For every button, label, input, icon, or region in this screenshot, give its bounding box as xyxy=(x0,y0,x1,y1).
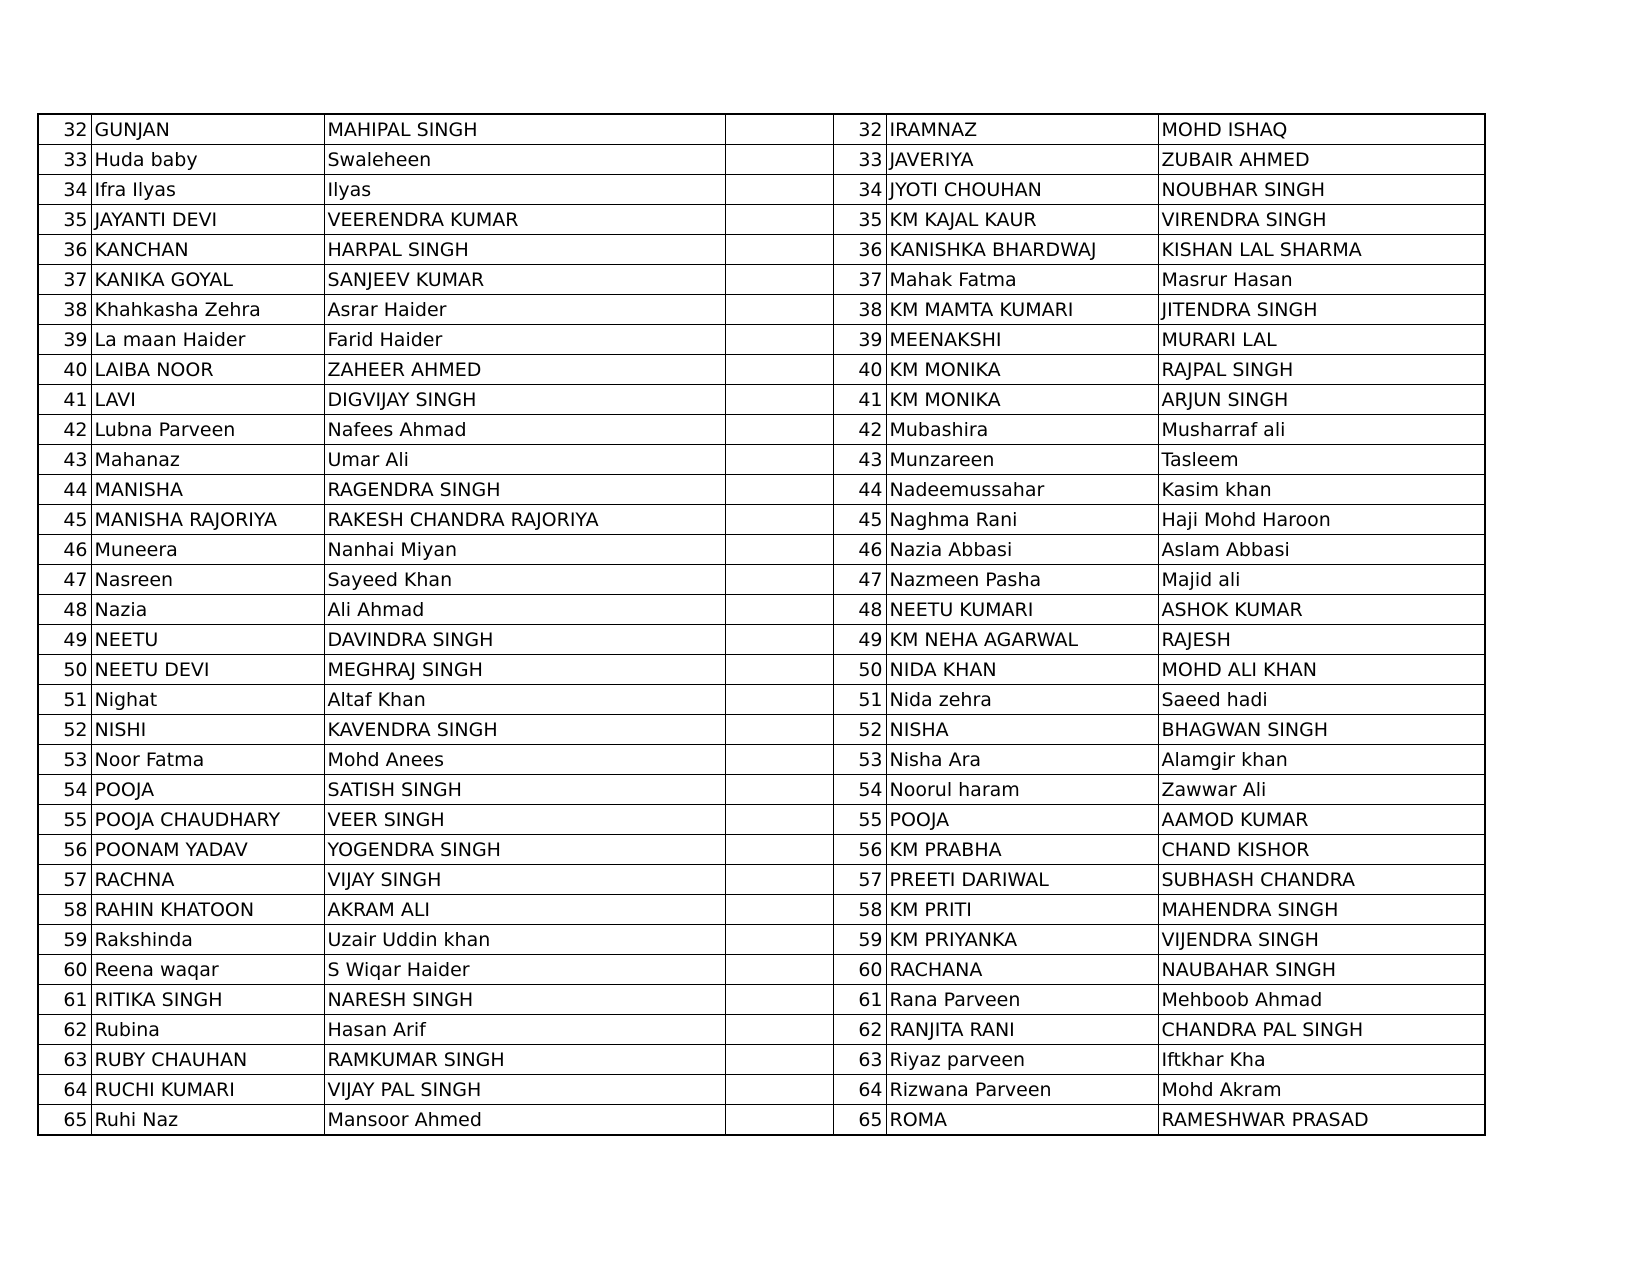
right-name-cell: Nida zehra xyxy=(886,685,1158,715)
left-father-name-cell: RAMKUMAR SINGH xyxy=(324,1045,725,1075)
table-row xyxy=(38,955,1485,985)
right-father-name-cell: SUBHASH CHANDRA xyxy=(1158,865,1485,895)
left-father-name-cell: Ali Ahmad xyxy=(324,595,725,625)
right-serial-cell: 34 xyxy=(833,175,886,205)
blank-cell xyxy=(725,865,833,895)
left-father-name-cell: Hasan Arif xyxy=(324,1015,725,1045)
right-name-cell: NIDA KHAN xyxy=(886,655,1158,685)
right-serial-cell: 47 xyxy=(833,565,886,595)
right-serial-cell: 37 xyxy=(833,265,886,295)
right-father-name-cell: Zawwar Ali xyxy=(1158,775,1485,805)
left-serial-cell: 32 xyxy=(38,114,91,145)
right-father-name-cell: Alamgir khan xyxy=(1158,745,1485,775)
right-name-cell: Naghma Rani xyxy=(886,505,1158,535)
left-serial-cell: 51 xyxy=(38,685,91,715)
table-row xyxy=(38,145,1485,175)
right-father-name-cell: MOHD ALI KHAN xyxy=(1158,655,1485,685)
right-father-name-cell: Mohd Akram xyxy=(1158,1075,1485,1105)
table-row xyxy=(38,114,1485,145)
table-row xyxy=(38,1075,1485,1105)
table-row xyxy=(38,1045,1485,1075)
left-name-cell: Noor Fatma xyxy=(91,745,324,775)
left-name-cell: POOJA xyxy=(91,775,324,805)
right-name-cell: KM NEHA AGARWAL xyxy=(886,625,1158,655)
left-serial-cell: 33 xyxy=(38,145,91,175)
left-father-name-cell: VEERENDRA KUMAR xyxy=(324,205,725,235)
right-father-name-cell: Tasleem xyxy=(1158,445,1485,475)
right-serial-cell: 63 xyxy=(833,1045,886,1075)
left-name-cell: Khahkasha Zehra xyxy=(91,295,324,325)
right-name-cell: IRAMNAZ xyxy=(886,114,1158,145)
right-serial-cell: 52 xyxy=(833,715,886,745)
right-father-name-cell: ZUBAIR AHMED xyxy=(1158,145,1485,175)
right-father-name-cell: RAMESHWAR PRASAD xyxy=(1158,1105,1485,1136)
blank-cell xyxy=(725,925,833,955)
blank-cell xyxy=(725,595,833,625)
right-father-name-cell: RAJPAL SINGH xyxy=(1158,355,1485,385)
right-serial-cell: 45 xyxy=(833,505,886,535)
blank-cell xyxy=(725,535,833,565)
right-father-name-cell: NAUBAHAR SINGH xyxy=(1158,955,1485,985)
table-row xyxy=(38,745,1485,775)
blank-cell xyxy=(725,265,833,295)
left-name-cell: Ruhi Naz xyxy=(91,1105,324,1136)
left-serial-cell: 60 xyxy=(38,955,91,985)
left-serial-cell: 41 xyxy=(38,385,91,415)
left-father-name-cell: Mohd Anees xyxy=(324,745,725,775)
left-name-cell: Nighat xyxy=(91,685,324,715)
right-father-name-cell: MOHD ISHAQ xyxy=(1158,114,1485,145)
blank-cell xyxy=(725,955,833,985)
right-name-cell: PREETI DARIWAL xyxy=(886,865,1158,895)
right-name-cell: POOJA xyxy=(886,805,1158,835)
left-name-cell: RACHNA xyxy=(91,865,324,895)
right-name-cell: Rana Parveen xyxy=(886,985,1158,1015)
blank-cell xyxy=(725,385,833,415)
blank-cell xyxy=(725,685,833,715)
right-serial-cell: 48 xyxy=(833,595,886,625)
left-name-cell: MANISHA RAJORIYA xyxy=(91,505,324,535)
left-name-cell: NISHI xyxy=(91,715,324,745)
right-name-cell: ROMA xyxy=(886,1105,1158,1136)
left-serial-cell: 52 xyxy=(38,715,91,745)
right-name-cell: KM MONIKA xyxy=(886,355,1158,385)
right-serial-cell: 46 xyxy=(833,535,886,565)
right-father-name-cell: Musharraf ali xyxy=(1158,415,1485,445)
left-serial-cell: 44 xyxy=(38,475,91,505)
right-name-cell: Mubashira xyxy=(886,415,1158,445)
left-serial-cell: 64 xyxy=(38,1075,91,1105)
left-father-name-cell: VIJAY PAL SINGH xyxy=(324,1075,725,1105)
left-father-name-cell: Ilyas xyxy=(324,175,725,205)
right-name-cell: JYOTI CHOUHAN xyxy=(886,175,1158,205)
right-serial-cell: 55 xyxy=(833,805,886,835)
table-row xyxy=(38,835,1485,865)
right-serial-cell: 53 xyxy=(833,745,886,775)
left-serial-cell: 62 xyxy=(38,1015,91,1045)
left-name-cell: Lubna Parveen xyxy=(91,415,324,445)
left-serial-cell: 47 xyxy=(38,565,91,595)
right-name-cell: KM PRITI xyxy=(886,895,1158,925)
left-serial-cell: 61 xyxy=(38,985,91,1015)
left-name-cell: JAYANTI DEVI xyxy=(91,205,324,235)
left-serial-cell: 53 xyxy=(38,745,91,775)
right-serial-cell: 43 xyxy=(833,445,886,475)
left-serial-cell: 56 xyxy=(38,835,91,865)
left-father-name-cell: Nanhai Miyan xyxy=(324,535,725,565)
left-name-cell: Muneera xyxy=(91,535,324,565)
left-serial-cell: 43 xyxy=(38,445,91,475)
left-name-cell: RITIKA SINGH xyxy=(91,985,324,1015)
table-row xyxy=(38,775,1485,805)
left-father-name-cell: RAKESH CHANDRA RAJORIYA xyxy=(324,505,725,535)
left-father-name-cell: Asrar Haider xyxy=(324,295,725,325)
left-name-cell: POOJA CHAUDHARY xyxy=(91,805,324,835)
table-row xyxy=(38,265,1485,295)
right-father-name-cell: AAMOD KUMAR xyxy=(1158,805,1485,835)
right-father-name-cell: Aslam Abbasi xyxy=(1158,535,1485,565)
blank-cell xyxy=(725,655,833,685)
right-father-name-cell: ARJUN SINGH xyxy=(1158,385,1485,415)
table-row xyxy=(38,685,1485,715)
right-serial-cell: 57 xyxy=(833,865,886,895)
left-father-name-cell: Uzair Uddin khan xyxy=(324,925,725,955)
left-serial-cell: 42 xyxy=(38,415,91,445)
right-serial-cell: 49 xyxy=(833,625,886,655)
left-serial-cell: 37 xyxy=(38,265,91,295)
left-father-name-cell: Farid Haider xyxy=(324,325,725,355)
left-serial-cell: 63 xyxy=(38,1045,91,1075)
right-name-cell: Mahak Fatma xyxy=(886,265,1158,295)
right-name-cell: Nisha Ara xyxy=(886,745,1158,775)
left-father-name-cell: MAHIPAL SINGH xyxy=(324,114,725,145)
left-name-cell: La maan Haider xyxy=(91,325,324,355)
left-name-cell: Huda baby xyxy=(91,145,324,175)
table-row xyxy=(38,505,1485,535)
blank-cell xyxy=(725,1075,833,1105)
table-row xyxy=(38,535,1485,565)
blank-cell xyxy=(725,1045,833,1075)
table-row xyxy=(38,175,1485,205)
left-serial-cell: 54 xyxy=(38,775,91,805)
left-name-cell: RUBY CHAUHAN xyxy=(91,1045,324,1075)
right-name-cell: MEENAKSHI xyxy=(886,325,1158,355)
blank-cell xyxy=(725,445,833,475)
left-father-name-cell: SATISH SINGH xyxy=(324,775,725,805)
right-serial-cell: 54 xyxy=(833,775,886,805)
right-father-name-cell: Masrur Hasan xyxy=(1158,265,1485,295)
left-father-name-cell: VEER SINGH xyxy=(324,805,725,835)
left-father-name-cell: SANJEEV KUMAR xyxy=(324,265,725,295)
table-row xyxy=(38,655,1485,685)
table-row xyxy=(38,805,1485,835)
blank-cell xyxy=(725,145,833,175)
right-father-name-cell: Kasim khan xyxy=(1158,475,1485,505)
left-name-cell: Rubina xyxy=(91,1015,324,1045)
left-name-cell: LAVI xyxy=(91,385,324,415)
right-serial-cell: 41 xyxy=(833,385,886,415)
right-father-name-cell: CHAND KISHOR xyxy=(1158,835,1485,865)
left-serial-cell: 58 xyxy=(38,895,91,925)
right-serial-cell: 64 xyxy=(833,1075,886,1105)
left-name-cell: Nasreen xyxy=(91,565,324,595)
left-father-name-cell: S Wiqar Haider xyxy=(324,955,725,985)
left-father-name-cell: Altaf Khan xyxy=(324,685,725,715)
table-row xyxy=(38,865,1485,895)
right-name-cell: Noorul haram xyxy=(886,775,1158,805)
left-serial-cell: 38 xyxy=(38,295,91,325)
left-serial-cell: 55 xyxy=(38,805,91,835)
right-serial-cell: 36 xyxy=(833,235,886,265)
right-name-cell: RANJITA RANI xyxy=(886,1015,1158,1045)
right-name-cell: Riyaz parveen xyxy=(886,1045,1158,1075)
left-name-cell: Nazia xyxy=(91,595,324,625)
right-name-cell: Nazmeen Pasha xyxy=(886,565,1158,595)
table-row xyxy=(38,235,1485,265)
blank-cell xyxy=(725,895,833,925)
left-name-cell: RAHIN KHATOON xyxy=(91,895,324,925)
left-serial-cell: 40 xyxy=(38,355,91,385)
right-name-cell: Nadeemussahar xyxy=(886,475,1158,505)
right-name-cell: JAVERIYA xyxy=(886,145,1158,175)
right-father-name-cell: VIJENDRA SINGH xyxy=(1158,925,1485,955)
right-father-name-cell: KISHAN LAL SHARMA xyxy=(1158,235,1485,265)
right-father-name-cell: Majid ali xyxy=(1158,565,1485,595)
right-father-name-cell: JITENDRA SINGH xyxy=(1158,295,1485,325)
right-serial-cell: 44 xyxy=(833,475,886,505)
blank-cell xyxy=(725,205,833,235)
table-row xyxy=(38,925,1485,955)
right-serial-cell: 60 xyxy=(833,955,886,985)
right-father-name-cell: Mehboob Ahmad xyxy=(1158,985,1485,1015)
table-row xyxy=(38,895,1485,925)
right-serial-cell: 61 xyxy=(833,985,886,1015)
right-serial-cell: 51 xyxy=(833,685,886,715)
blank-cell xyxy=(725,985,833,1015)
table-row xyxy=(38,625,1485,655)
blank-cell xyxy=(725,114,833,145)
right-father-name-cell: ASHOK KUMAR xyxy=(1158,595,1485,625)
table-row xyxy=(38,565,1485,595)
left-father-name-cell: Swaleheen xyxy=(324,145,725,175)
right-serial-cell: 39 xyxy=(833,325,886,355)
left-name-cell: Reena waqar xyxy=(91,955,324,985)
right-name-cell: KM KAJAL KAUR xyxy=(886,205,1158,235)
table-row xyxy=(38,385,1485,415)
right-name-cell: NISHA xyxy=(886,715,1158,745)
table-row xyxy=(38,415,1485,445)
left-name-cell: KANIKA GOYAL xyxy=(91,265,324,295)
right-name-cell: KM PRIYANKA xyxy=(886,925,1158,955)
left-serial-cell: 48 xyxy=(38,595,91,625)
name-list-table xyxy=(37,113,1486,1136)
blank-cell xyxy=(725,505,833,535)
right-father-name-cell: BHAGWAN SINGH xyxy=(1158,715,1485,745)
right-serial-cell: 32 xyxy=(833,114,886,145)
left-father-name-cell: AKRAM ALI xyxy=(324,895,725,925)
left-father-name-cell: YOGENDRA SINGH xyxy=(324,835,725,865)
blank-cell xyxy=(725,325,833,355)
right-name-cell: KM PRABHA xyxy=(886,835,1158,865)
right-father-name-cell: CHANDRA PAL SINGH xyxy=(1158,1015,1485,1045)
left-name-cell: NEETU xyxy=(91,625,324,655)
right-father-name-cell: NOUBHAR SINGH xyxy=(1158,175,1485,205)
blank-cell xyxy=(725,565,833,595)
table-row xyxy=(38,355,1485,385)
left-father-name-cell: Nafees Ahmad xyxy=(324,415,725,445)
table-row xyxy=(38,205,1485,235)
left-father-name-cell: HARPAL SINGH xyxy=(324,235,725,265)
right-serial-cell: 42 xyxy=(833,415,886,445)
blank-cell xyxy=(725,715,833,745)
right-serial-cell: 56 xyxy=(833,835,886,865)
right-father-name-cell: RAJESH xyxy=(1158,625,1485,655)
right-name-cell: NEETU KUMARI xyxy=(886,595,1158,625)
left-father-name-cell: NARESH SINGH xyxy=(324,985,725,1015)
table-row xyxy=(38,985,1485,1015)
blank-cell xyxy=(725,625,833,655)
blank-cell xyxy=(725,805,833,835)
right-serial-cell: 58 xyxy=(833,895,886,925)
right-serial-cell: 59 xyxy=(833,925,886,955)
left-father-name-cell: Sayeed Khan xyxy=(324,565,725,595)
right-father-name-cell: Saeed hadi xyxy=(1158,685,1485,715)
left-name-cell: Ifra Ilyas xyxy=(91,175,324,205)
table-row xyxy=(38,445,1485,475)
left-name-cell: GUNJAN xyxy=(91,114,324,145)
left-name-cell: MANISHA xyxy=(91,475,324,505)
blank-cell xyxy=(725,745,833,775)
left-father-name-cell: KAVENDRA SINGH xyxy=(324,715,725,745)
blank-cell xyxy=(725,175,833,205)
right-father-name-cell: MAHENDRA SINGH xyxy=(1158,895,1485,925)
right-serial-cell: 40 xyxy=(833,355,886,385)
right-serial-cell: 38 xyxy=(833,295,886,325)
left-serial-cell: 50 xyxy=(38,655,91,685)
left-father-name-cell: VIJAY SINGH xyxy=(324,865,725,895)
left-name-cell: KANCHAN xyxy=(91,235,324,265)
table-row xyxy=(38,325,1485,355)
right-name-cell: KANISHKA BHARDWAJ xyxy=(886,235,1158,265)
left-serial-cell: 49 xyxy=(38,625,91,655)
left-serial-cell: 34 xyxy=(38,175,91,205)
right-serial-cell: 65 xyxy=(833,1105,886,1136)
table-body xyxy=(38,114,1485,1135)
left-father-name-cell: ZAHEER AHMED xyxy=(324,355,725,385)
table-row xyxy=(38,295,1485,325)
blank-cell xyxy=(725,235,833,265)
right-name-cell: Nazia Abbasi xyxy=(886,535,1158,565)
right-father-name-cell: VIRENDRA SINGH xyxy=(1158,205,1485,235)
left-name-cell: POONAM YADAV xyxy=(91,835,324,865)
right-father-name-cell: Iftkhar Kha xyxy=(1158,1045,1485,1075)
left-serial-cell: 57 xyxy=(38,865,91,895)
right-name-cell: Rizwana Parveen xyxy=(886,1075,1158,1105)
left-father-name-cell: RAGENDRA SINGH xyxy=(324,475,725,505)
table-row xyxy=(38,475,1485,505)
blank-cell xyxy=(725,1015,833,1045)
blank-cell xyxy=(725,295,833,325)
right-name-cell: RACHANA xyxy=(886,955,1158,985)
right-serial-cell: 35 xyxy=(833,205,886,235)
blank-cell xyxy=(725,835,833,865)
right-serial-cell: 62 xyxy=(833,1015,886,1045)
blank-cell xyxy=(725,1105,833,1136)
table-row xyxy=(38,1015,1485,1045)
left-name-cell: RUCHI KUMARI xyxy=(91,1075,324,1105)
right-serial-cell: 33 xyxy=(833,145,886,175)
left-father-name-cell: DAVINDRA SINGH xyxy=(324,625,725,655)
left-father-name-cell: Umar Ali xyxy=(324,445,725,475)
table-row xyxy=(38,1105,1485,1136)
left-name-cell: Rakshinda xyxy=(91,925,324,955)
left-father-name-cell: MEGHRAJ SINGH xyxy=(324,655,725,685)
left-serial-cell: 39 xyxy=(38,325,91,355)
right-name-cell: KM MAMTA KUMARI xyxy=(886,295,1158,325)
right-name-cell: KM MONIKA xyxy=(886,385,1158,415)
blank-cell xyxy=(725,475,833,505)
left-father-name-cell: DIGVIJAY SINGH xyxy=(324,385,725,415)
left-serial-cell: 45 xyxy=(38,505,91,535)
blank-cell xyxy=(725,775,833,805)
right-serial-cell: 50 xyxy=(833,655,886,685)
left-serial-cell: 46 xyxy=(38,535,91,565)
right-name-cell: Munzareen xyxy=(886,445,1158,475)
blank-cell xyxy=(725,355,833,385)
left-serial-cell: 35 xyxy=(38,205,91,235)
blank-cell xyxy=(725,415,833,445)
right-father-name-cell: MURARI LAL xyxy=(1158,325,1485,355)
left-name-cell: NEETU DEVI xyxy=(91,655,324,685)
left-serial-cell: 36 xyxy=(38,235,91,265)
left-name-cell: LAIBA NOOR xyxy=(91,355,324,385)
table-row xyxy=(38,595,1485,625)
right-father-name-cell: Haji Mohd Haroon xyxy=(1158,505,1485,535)
left-serial-cell: 65 xyxy=(38,1105,91,1136)
table-row xyxy=(38,715,1485,745)
left-name-cell: Mahanaz xyxy=(91,445,324,475)
left-serial-cell: 59 xyxy=(38,925,91,955)
left-father-name-cell: Mansoor Ahmed xyxy=(324,1105,725,1136)
